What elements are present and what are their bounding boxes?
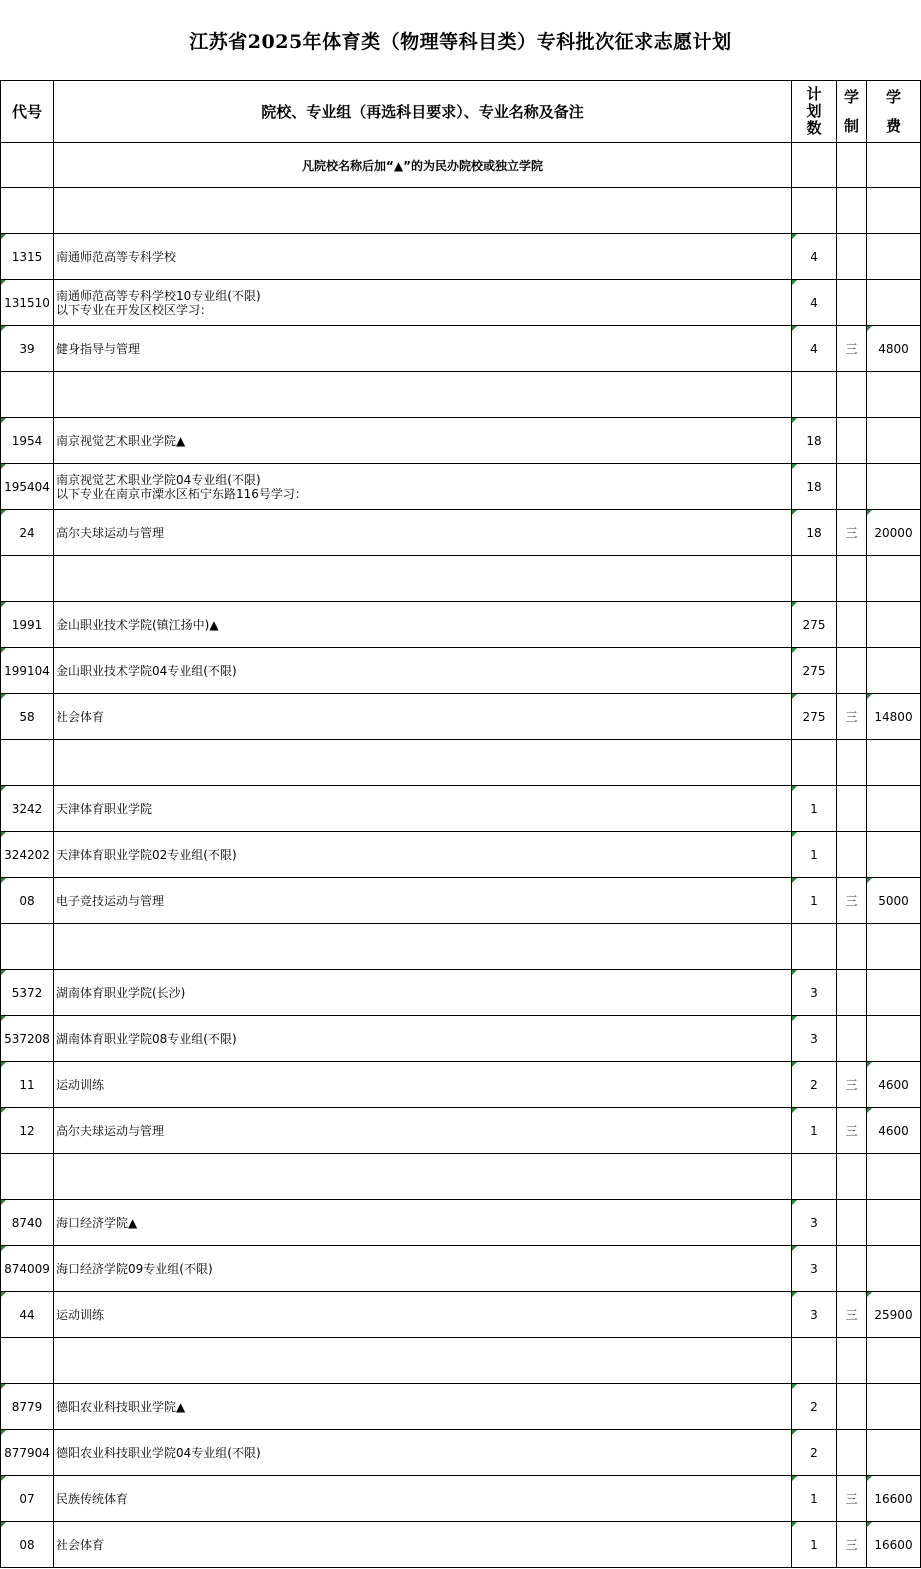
row-years	[837, 188, 867, 234]
table-row	[1, 1430, 921, 1476]
row-fee	[867, 234, 921, 280]
row-code: 8740	[1, 1200, 54, 1246]
row-name	[54, 234, 792, 280]
row-code: 08	[1, 878, 54, 924]
row-name-line: 海口经济学院09专业组(不限)	[56, 1261, 213, 1276]
table-row	[1, 1016, 921, 1062]
header-fee-char: 费	[885, 116, 901, 135]
row-code	[1, 1154, 54, 1200]
row-fee	[867, 464, 921, 510]
row-fee	[867, 832, 921, 878]
table-row	[1, 1292, 921, 1338]
row-name	[54, 418, 792, 464]
row-name	[54, 648, 792, 694]
row-code	[1, 372, 54, 418]
row-years: 三	[837, 878, 867, 924]
row-plan	[792, 372, 837, 418]
header-plan-char: 计	[806, 85, 822, 103]
row-plan: 2	[792, 1430, 837, 1476]
table-row	[1, 1476, 921, 1522]
table-row	[1, 464, 921, 510]
row-years	[837, 280, 867, 326]
row-plan: 275	[792, 602, 837, 648]
row-fee	[867, 740, 921, 786]
table-row	[1, 280, 921, 326]
table-row	[1, 1246, 921, 1292]
row-code	[1, 556, 54, 602]
row-fee	[867, 188, 921, 234]
note-years-cell	[837, 143, 867, 188]
row-plan: 1	[792, 786, 837, 832]
row-plan: 3	[792, 1016, 837, 1062]
plan-table	[0, 80, 921, 1568]
row-plan	[792, 1154, 837, 1200]
row-fee	[867, 418, 921, 464]
row-name	[54, 1338, 792, 1384]
row-name	[54, 188, 792, 234]
header-plan-char: 数	[806, 119, 822, 137]
row-code: 874009	[1, 1246, 54, 1292]
row-code: 07	[1, 1476, 54, 1522]
row-name-line: 金山职业技术学院04专业组(不限)	[56, 663, 237, 678]
note-plan-cell	[792, 143, 837, 188]
table-row	[1, 1338, 921, 1384]
row-years: 三	[837, 1476, 867, 1522]
table-row	[1, 188, 921, 234]
row-name-line: 社会体育	[56, 1537, 105, 1552]
row-code: 199104	[1, 648, 54, 694]
row-plan: 4	[792, 280, 837, 326]
row-code: 58	[1, 694, 54, 740]
table-row	[1, 1200, 921, 1246]
table-row	[1, 1062, 921, 1108]
row-name-line: 金山职业技术学院(镇江扬中)▲	[56, 617, 219, 632]
row-code: 131510	[1, 280, 54, 326]
row-code: 5372	[1, 970, 54, 1016]
row-plan: 3	[792, 1246, 837, 1292]
row-name	[54, 970, 792, 1016]
row-fee: 25900	[867, 1292, 921, 1338]
row-code: 1315	[1, 234, 54, 280]
row-plan: 2	[792, 1384, 837, 1430]
row-name-line: 运动训练	[56, 1307, 105, 1322]
row-name	[54, 1200, 792, 1246]
row-code: 1954	[1, 418, 54, 464]
table-row	[1, 970, 921, 1016]
row-plan	[792, 188, 837, 234]
row-fee: 14800	[867, 694, 921, 740]
header-years-char: 制	[843, 116, 859, 135]
row-code: 877904	[1, 1430, 54, 1476]
row-name-line: 电子竞技运动与管理	[56, 893, 165, 908]
row-code: 24	[1, 510, 54, 556]
row-fee	[867, 372, 921, 418]
plan-table-body	[1, 81, 921, 1568]
row-name-note: 以下专业在开发区校区学习：	[56, 302, 213, 317]
row-code: 12	[1, 1108, 54, 1154]
row-code	[1, 188, 54, 234]
row-name	[54, 1108, 792, 1154]
row-fee: 4800	[867, 326, 921, 372]
row-plan: 3	[792, 1200, 837, 1246]
row-years	[837, 418, 867, 464]
row-fee: 5000	[867, 878, 921, 924]
row-fee: 16600	[867, 1476, 921, 1522]
row-fee: 20000	[867, 510, 921, 556]
table-row	[1, 556, 921, 602]
table-row	[1, 418, 921, 464]
table-row	[1, 1154, 921, 1200]
row-plan: 4	[792, 326, 837, 372]
header-plan	[792, 81, 837, 143]
row-code: 1991	[1, 602, 54, 648]
row-name-line: 南京视觉艺术职业学院▲	[56, 433, 186, 448]
row-plan: 3	[792, 1292, 837, 1338]
row-years	[837, 372, 867, 418]
row-name-line: 健身指导与管理	[56, 341, 141, 356]
row-code: 8779	[1, 1384, 54, 1430]
table-row	[1, 234, 921, 280]
row-years	[837, 1246, 867, 1292]
row-name	[54, 372, 792, 418]
row-fee	[867, 1430, 921, 1476]
row-name-line: 天津体育职业学院	[56, 801, 153, 816]
row-plan	[792, 1338, 837, 1384]
row-fee	[867, 1016, 921, 1062]
row-years	[837, 1384, 867, 1430]
row-name-line: 海口经济学院▲	[56, 1215, 138, 1230]
row-name	[54, 1476, 792, 1522]
row-plan: 1	[792, 878, 837, 924]
row-name	[54, 786, 792, 832]
row-code: 08	[1, 1522, 54, 1568]
row-plan	[792, 556, 837, 602]
row-plan: 2	[792, 1062, 837, 1108]
row-name-line: 德阳农业科技职业学院▲	[56, 1399, 186, 1414]
row-years	[837, 924, 867, 970]
row-years	[837, 740, 867, 786]
row-plan: 18	[792, 418, 837, 464]
row-code: 195404	[1, 464, 54, 510]
row-plan: 1	[792, 1476, 837, 1522]
table-row	[1, 326, 921, 372]
table-row	[1, 878, 921, 924]
row-name-line: 高尔夫球运动与管理	[56, 525, 165, 540]
row-fee	[867, 1338, 921, 1384]
row-name	[54, 1430, 792, 1476]
row-fee	[867, 602, 921, 648]
row-years	[837, 1200, 867, 1246]
table-row	[1, 602, 921, 648]
table-row	[1, 510, 921, 556]
row-name-line: 南通师范高等专科学校	[56, 249, 177, 264]
row-years: 三	[837, 1522, 867, 1568]
row-code	[1, 924, 54, 970]
table-row	[1, 694, 921, 740]
row-years	[837, 1338, 867, 1384]
row-fee	[867, 556, 921, 602]
row-years	[837, 556, 867, 602]
row-name-line: 天津体育职业学院02专业组(不限)	[56, 847, 237, 862]
row-fee	[867, 280, 921, 326]
row-name-line: 运动训练	[56, 1077, 105, 1092]
row-name-line: 社会体育	[56, 709, 105, 724]
row-fee	[867, 786, 921, 832]
header-fee	[867, 81, 921, 143]
page-title: 江苏省2025年体育类（物理等科目类）专科批次征求志愿计划	[189, 30, 732, 53]
row-plan: 1	[792, 1108, 837, 1154]
row-fee	[867, 1246, 921, 1292]
table-row	[1, 924, 921, 970]
row-name	[54, 602, 792, 648]
header-years-char: 学	[843, 87, 859, 106]
row-name-line: 湖南体育职业学院08专业组(不限)	[56, 1031, 237, 1046]
note-row	[1, 143, 921, 188]
row-fee: 4600	[867, 1108, 921, 1154]
row-fee	[867, 970, 921, 1016]
row-name	[54, 1292, 792, 1338]
row-fee	[867, 924, 921, 970]
row-code: 3242	[1, 786, 54, 832]
row-years	[837, 602, 867, 648]
note-text: 凡院校名称后加“▲”的为民办院校或独立学院	[54, 143, 792, 188]
header-years	[837, 81, 867, 143]
row-years: 三	[837, 1292, 867, 1338]
row-name-line: 南通师范高等专科学校10专业组(不限)	[56, 288, 261, 303]
table-row	[1, 372, 921, 418]
row-name	[54, 326, 792, 372]
row-name	[54, 510, 792, 556]
row-name	[54, 1154, 792, 1200]
row-plan: 1	[792, 832, 837, 878]
row-name	[54, 280, 792, 326]
row-name	[54, 832, 792, 878]
row-name-line: 湖南体育职业学院(长沙)	[56, 985, 186, 1000]
row-years: 三	[837, 1062, 867, 1108]
row-name	[54, 1384, 792, 1430]
row-plan	[792, 740, 837, 786]
header-plan-char: 划	[806, 102, 822, 120]
row-name	[54, 694, 792, 740]
row-plan: 18	[792, 510, 837, 556]
row-name-line: 民族传统体育	[56, 1491, 129, 1506]
row-years: 三	[837, 326, 867, 372]
row-code: 44	[1, 1292, 54, 1338]
row-years	[837, 786, 867, 832]
row-name-line: 德阳农业科技职业学院04专业组(不限)	[56, 1445, 261, 1460]
row-plan	[792, 924, 837, 970]
row-years	[837, 464, 867, 510]
header-code: 代号	[1, 81, 54, 143]
table-row	[1, 740, 921, 786]
row-code: 537208	[1, 1016, 54, 1062]
row-plan: 4	[792, 234, 837, 280]
row-years	[837, 234, 867, 280]
header-name: 院校、专业组（再选科目要求）、专业名称及备注	[54, 81, 792, 143]
row-fee	[867, 1154, 921, 1200]
header-row	[1, 81, 921, 143]
row-name	[54, 1522, 792, 1568]
table-row	[1, 832, 921, 878]
row-years: 三	[837, 1108, 867, 1154]
row-name	[54, 556, 792, 602]
row-plan: 275	[792, 648, 837, 694]
row-code: 39	[1, 326, 54, 372]
row-code	[1, 740, 54, 786]
row-years	[837, 1430, 867, 1476]
table-row	[1, 648, 921, 694]
row-name	[54, 924, 792, 970]
row-name	[54, 878, 792, 924]
row-code	[1, 1338, 54, 1384]
row-fee	[867, 1384, 921, 1430]
row-years	[837, 832, 867, 878]
row-plan: 1	[792, 1522, 837, 1568]
row-name-note: 以下专业在南京市溧水区柘宁东路116号学习：	[56, 486, 307, 501]
table-row	[1, 1522, 921, 1568]
row-name	[54, 1016, 792, 1062]
note-code-cell	[1, 143, 54, 188]
row-name	[54, 464, 792, 510]
note-fee-cell	[867, 143, 921, 188]
table-row	[1, 786, 921, 832]
row-name	[54, 1246, 792, 1292]
row-fee	[867, 648, 921, 694]
row-plan: 18	[792, 464, 837, 510]
table-row	[1, 1384, 921, 1430]
row-years: 三	[837, 694, 867, 740]
row-years	[837, 648, 867, 694]
row-plan: 275	[792, 694, 837, 740]
row-fee: 4600	[867, 1062, 921, 1108]
row-name-line: 高尔夫球运动与管理	[56, 1123, 165, 1138]
row-years	[837, 1154, 867, 1200]
row-years: 三	[837, 510, 867, 556]
row-code: 11	[1, 1062, 54, 1108]
table-row	[1, 1108, 921, 1154]
row-fee	[867, 1200, 921, 1246]
row-code: 324202	[1, 832, 54, 878]
header-fee-char: 学	[885, 87, 901, 106]
row-plan: 3	[792, 970, 837, 1016]
row-years	[837, 970, 867, 1016]
row-years	[837, 1016, 867, 1062]
row-fee: 16600	[867, 1522, 921, 1568]
row-name	[54, 740, 792, 786]
row-name	[54, 1062, 792, 1108]
row-name-line: 南京视觉艺术职业学院04专业组(不限)	[56, 472, 261, 487]
